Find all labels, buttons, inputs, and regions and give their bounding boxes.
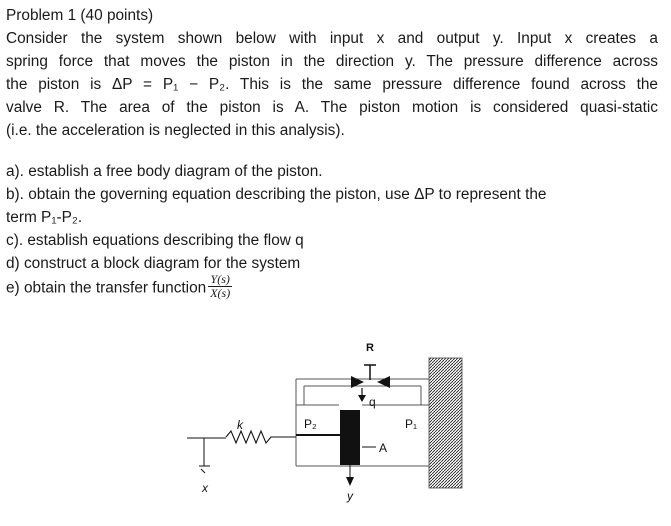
- part-b-line-1: b). obtain the governing equation describing the piston, use ΔP to represent the: [6, 186, 547, 203]
- intro-line-1: Consider the system shown below with input x and output y. Input x creates a: [6, 30, 658, 47]
- pressure-p1-label: P₁: [405, 417, 418, 431]
- flow-q-label: q: [369, 395, 376, 409]
- intro-line-5: (i.e. the acceleration is neglected in this analysis).: [6, 122, 345, 139]
- part-a: a). establish a free body diagram of the piston.: [6, 163, 323, 180]
- valve-r-label: R: [366, 342, 374, 354]
- problem-title: Problem 1 (40 points): [6, 7, 154, 24]
- ground-wall: [429, 358, 462, 488]
- spring: [226, 431, 296, 443]
- part-d: d) construct a block diagram for the system: [6, 255, 301, 272]
- valve-r: [351, 365, 390, 388]
- intro-line-3: the piston is ΔP = P₁ − P₂. This is the same pressure difference found across the: [6, 76, 658, 93]
- output-y-arrow: [346, 465, 354, 486]
- fraction-numerator: Y(s): [208, 273, 232, 287]
- piston: [340, 410, 360, 465]
- part-c: c). establish equations describing the flow q: [6, 232, 304, 249]
- pressure-p2-label: P₂: [304, 417, 317, 431]
- intro-line-2: spring force that moves the piston in the direction y. The pressure difference across: [6, 53, 658, 70]
- input-x-label: x: [202, 481, 208, 495]
- input-x-pointer: [187, 438, 226, 473]
- intro-line-4: valve R. The area of the piston is A. The piston motion is considered quasi-static: [6, 99, 658, 116]
- part-e-text: e) obtain the transfer function: [6, 279, 207, 297]
- area-a-label: A: [379, 441, 388, 455]
- flow-arrow: [358, 388, 366, 402]
- fraction-denominator: X(s): [210, 286, 231, 300]
- part-b-line-2: term P₁-P₂.: [6, 209, 83, 226]
- output-y-label: y: [347, 489, 353, 503]
- spring-k-label: k: [237, 418, 243, 432]
